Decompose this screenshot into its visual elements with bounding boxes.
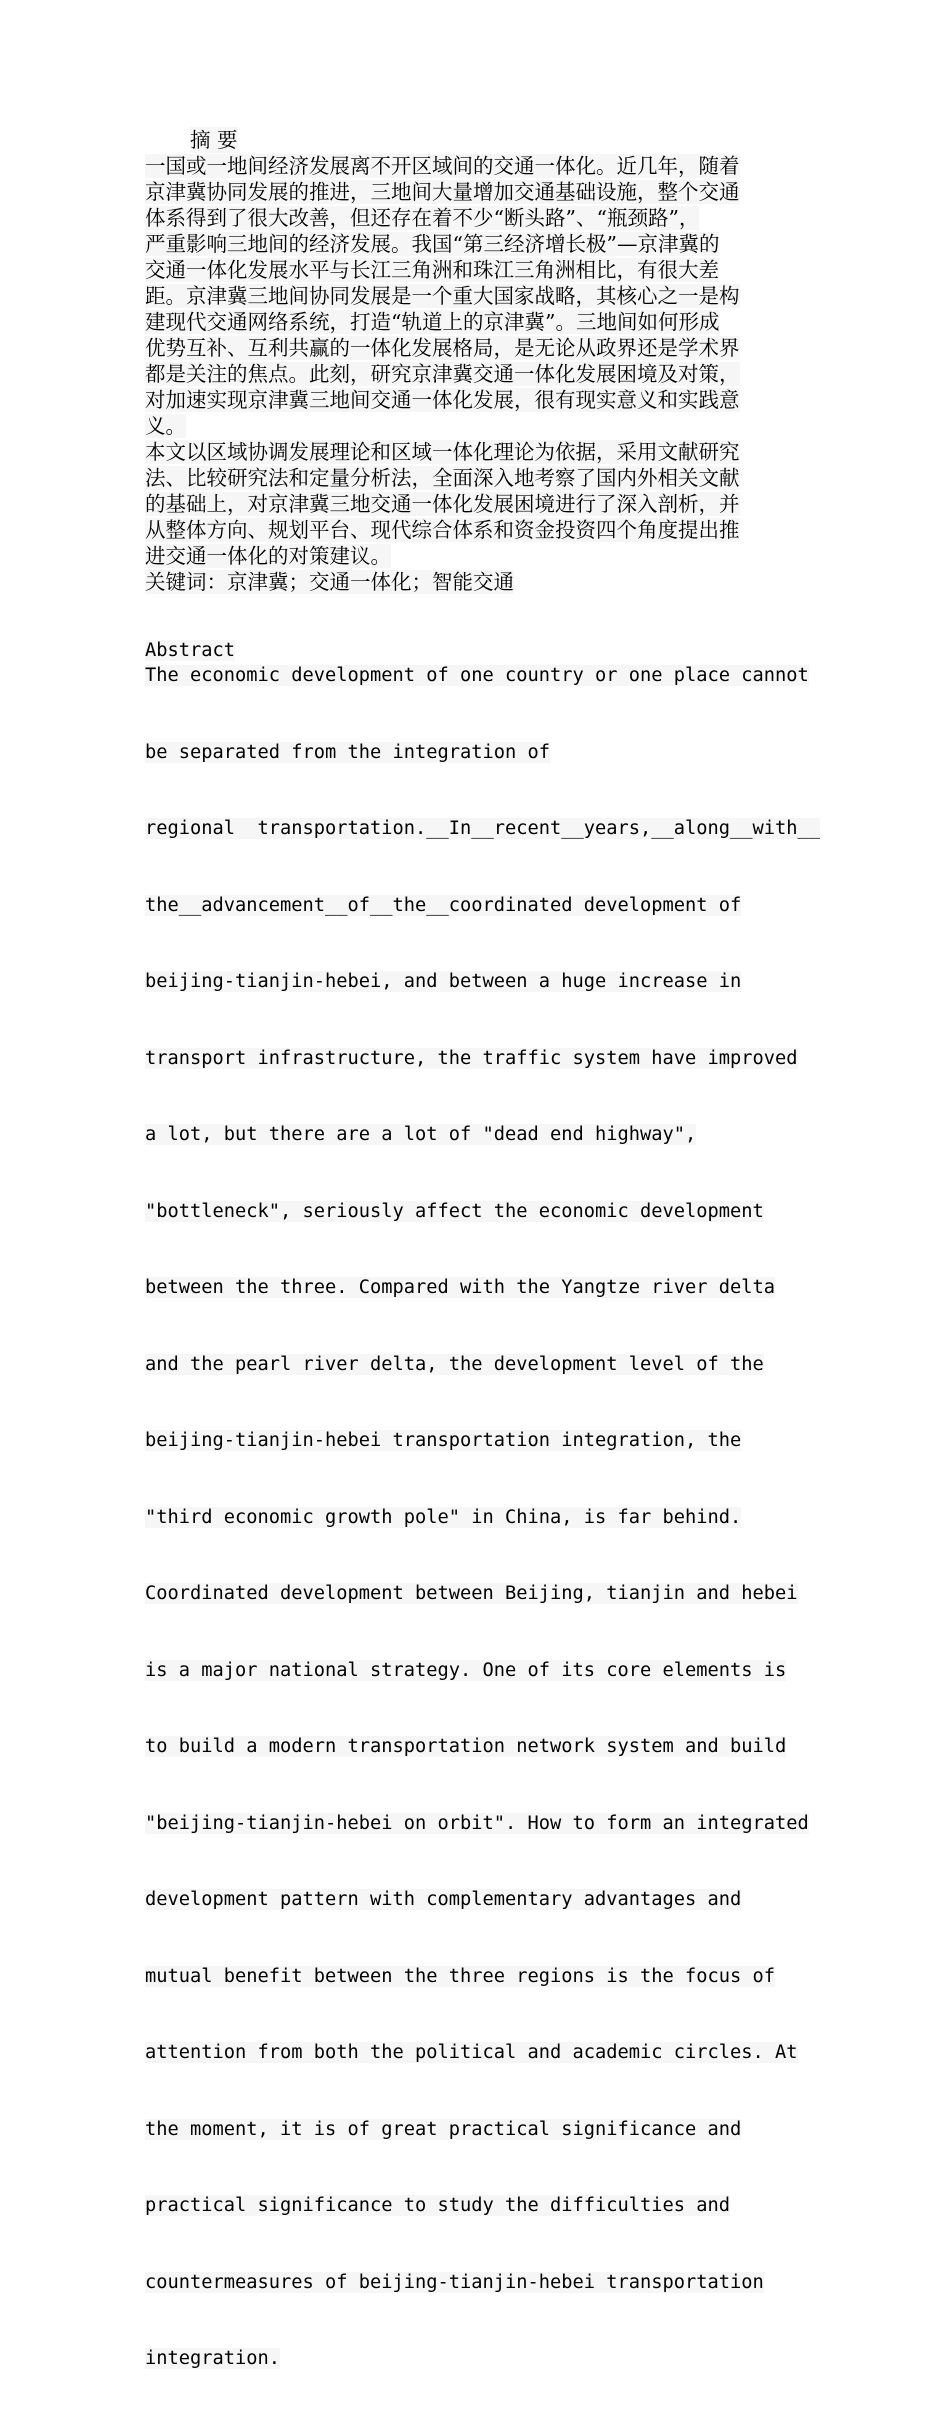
text-line: 对加速实现京津冀三地间交通一体化发展，很有现实意义和实践意	[145, 388, 740, 412]
abstract-zh-paragraph-1	[145, 153, 835, 439]
text-line: Coordinated development between Beijing, tianjin and hebei	[145, 1583, 798, 1604]
text-line: 都是关注的焦点。此刻，研究京津冀交通一体化发展困境及对策，	[145, 362, 740, 386]
text-line: 交通一体化发展水平与长江三角洲和珠江三角洲相比，有很大差	[145, 258, 719, 282]
text-line: 义。	[145, 414, 186, 438]
text-line: 体系得到了很大改善，但还存在着不少“断头路”、“瓶颈路”，	[145, 206, 700, 230]
text-line: beijing-tianjin-hebei transportation integration, the	[145, 1430, 742, 1451]
text-line: 法、比较研究法和定量分析法，全面深入地考察了国内外相关文献	[145, 466, 740, 490]
text-line: "bottleneck", seriously affect the economic development	[145, 1200, 764, 1222]
text-line: transport infrastructure, the traffic system have improved	[145, 1047, 798, 1069]
text-line: mutual benefit between the three regions is the focus of	[145, 1965, 776, 1987]
text-line: attention from both the political and academic circles. At	[145, 2042, 798, 2063]
text-line: 京津冀协同发展的推进，三地间大量增加交通基础设施，整个交通	[145, 180, 740, 204]
text-line: 建现代交通网络系统，打造“轨道上的京津冀”。三地间如何形成	[145, 310, 720, 334]
text-line: practical significance to study the difficulties and	[145, 2195, 731, 2216]
text-line: 本文以区域协调发展理论和区域一体化理论为依据，采用文献研究	[145, 440, 740, 464]
text-line: regional transportation.__In__recent__years,__along__with__	[145, 818, 821, 839]
text-line: the__advancement__of__the__coordinated development of	[145, 894, 742, 916]
text-line: be separated from the integration of	[145, 741, 551, 763]
text-line: development pattern with complementary advantages and	[145, 1889, 742, 1910]
text-line: 严重影响三地间的经济发展。我国“第三经济增长极”—京津冀的	[145, 232, 720, 256]
abstract-zh-title: 摘 要	[190, 128, 238, 152]
abstract-zh-paragraph-2	[145, 439, 835, 569]
text-line: 进交通一体化的对策建议。	[145, 544, 391, 568]
text-line: 优势互补、互利共赢的一体化发展格局，是无论从政界还是学术界	[145, 336, 740, 360]
abstract-zh-keywords	[145, 569, 835, 595]
text-line: 距。京津冀三地间协同发展是一个重大国家战略，其核心之一是构	[145, 284, 740, 308]
text-line: "beijing-tianjin-hebei on orbit". How to form an integrated	[145, 1812, 809, 1834]
text-line: 从整体方向、规划平台、现代综合体系和资金投资四个角度提出推	[145, 518, 740, 542]
text-line: is a major national strategy. One of its core elements is	[145, 1659, 787, 1681]
text-line: The economic development of one country or one place cannot	[145, 665, 809, 686]
text-line: "third economic growth pole" in China, is far behind.	[145, 1506, 742, 1528]
abstract-en-title: Abstract	[145, 640, 236, 661]
text-line: to build a modern transportation network system and build	[145, 1736, 787, 1757]
text-line: the moment, it is of great practical significance and	[145, 2118, 742, 2140]
text-line: 一国或一地间经济发展离不开区域间的交通一体化。近几年，随着	[145, 154, 740, 178]
text-line: countermeasures of beijing-tianjin-hebei transportation	[145, 2271, 764, 2293]
text-line: 的基础上，对京津冀三地交通一体化发展困境进行了深入剖析，并	[145, 492, 740, 516]
text-line: between the three. Compared with the Yangtze river delta	[145, 1277, 776, 1298]
keywords-line: 关键词：京津冀；交通一体化；智能交通	[145, 570, 514, 594]
text-line: and the pearl river delta, the development level of the	[145, 1353, 764, 1375]
text-line: beijing-tianjin-hebei, and between a huge increase in	[145, 971, 742, 992]
abstract-en-body	[145, 612, 820, 2423]
text-line: integration.	[145, 2348, 281, 2369]
text-line: a lot, but there are a lot of "dead end highway",	[145, 1124, 697, 1145]
